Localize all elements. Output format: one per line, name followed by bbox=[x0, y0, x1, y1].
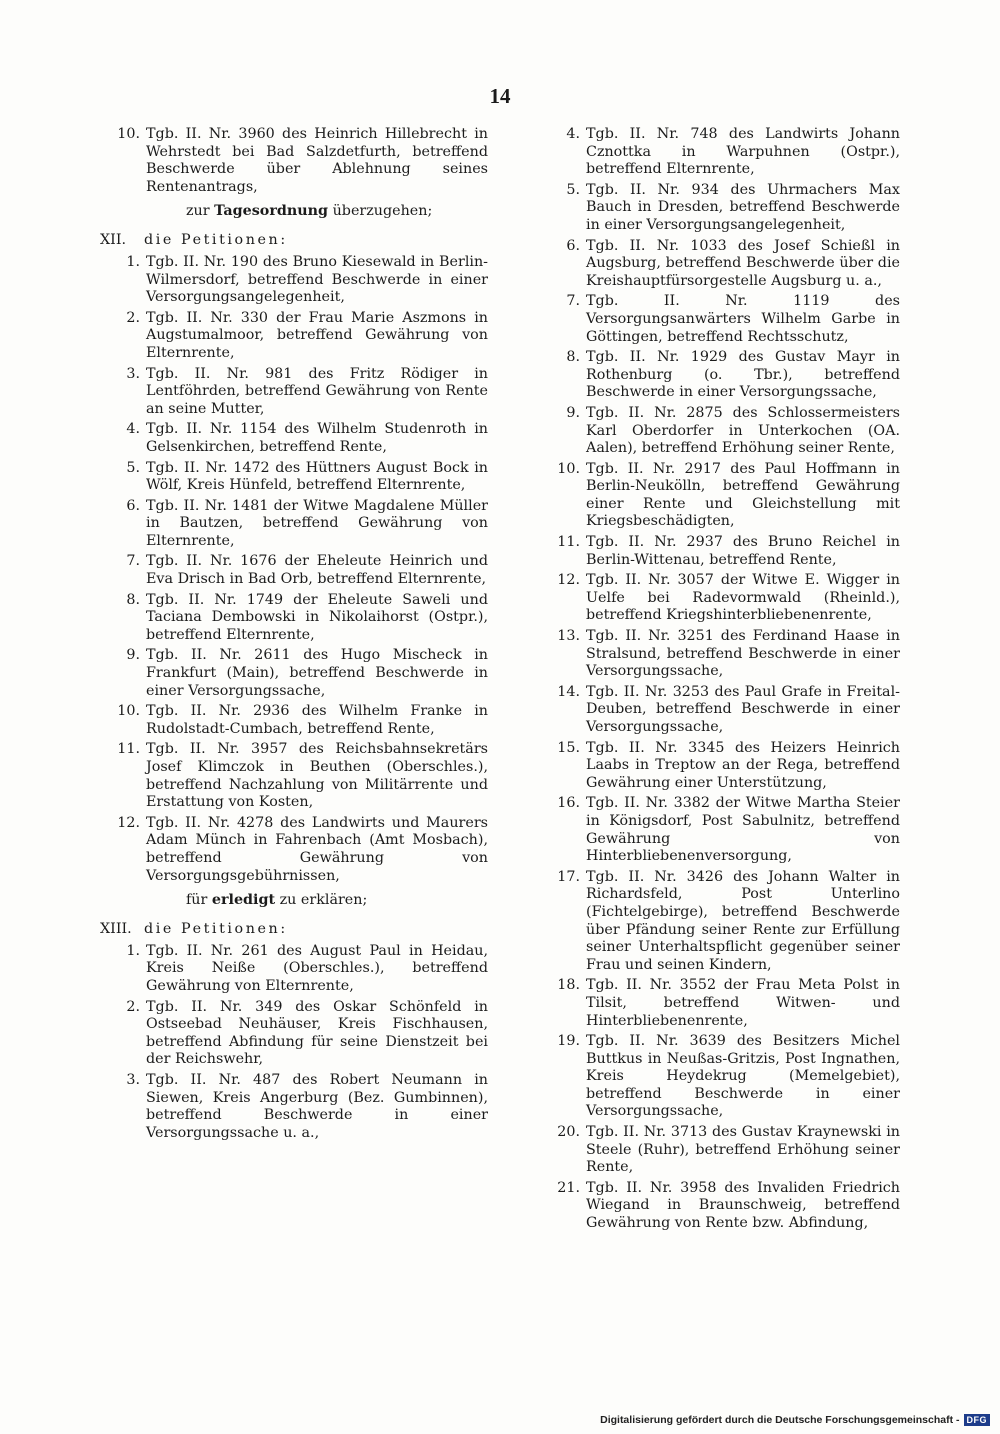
list-item bbox=[100, 553, 488, 588]
list-item bbox=[100, 126, 488, 196]
item-text: Tgb. II. Nr. 2936 des Wilhelm Franke in Rudolstadt-Cumbach, betreffend Rente, bbox=[146, 703, 488, 737]
page-number: 14 bbox=[489, 84, 511, 108]
item-number: 6. bbox=[126, 497, 140, 514]
list-item bbox=[540, 1180, 900, 1233]
item-text: Tgb. II. Nr. 2611 des Hugo Mischeck in Frankfurt (Main), betreffend Beschwerde in einer Versorgungssache, bbox=[146, 647, 488, 699]
list-item bbox=[100, 741, 488, 811]
list-item bbox=[100, 999, 488, 1069]
item-number: 5. bbox=[566, 181, 580, 198]
item-number: 11. bbox=[557, 534, 580, 551]
footer-text: Digitalisierung gefördert durch die Deutsche Forschungsgemeinschaft - bbox=[600, 1414, 960, 1426]
item-text: Tgb. II. Nr. 1472 des Hüttners August Bock in Wölf, Kreis Hünfeld, betreffend Elternrente, bbox=[146, 459, 488, 494]
list-item bbox=[540, 572, 900, 625]
item-text: Tgb. II. Nr. 1033 des Josef Schießl in Augsburg, betreffend Beschwerde über die Kreishauptfürsorgestelle Augsburg u. a., bbox=[586, 237, 900, 289]
item-number: 4. bbox=[126, 421, 140, 438]
section-roman: XII. bbox=[100, 232, 127, 249]
item-number: 9. bbox=[566, 404, 580, 421]
item-text: Tgb. II. Nr. 981 des Fritz Rödiger in Lentföhrden, betreffend Gewährung von Rente an seine Mutter, bbox=[146, 365, 488, 417]
list-item bbox=[540, 1033, 900, 1121]
right-column bbox=[540, 126, 900, 1236]
section-roman: XIII. bbox=[100, 921, 132, 938]
item-text: Tgb. II. Nr. 748 des Landwirts Johann Cznottka in Warpuhnen (Ostpr.), betreffend Elternrente, bbox=[586, 126, 900, 178]
list-item bbox=[100, 647, 488, 700]
item-text: Tgb. II. Nr. 3957 des Reichsbahnsekretärs Josef Klimczok in Beuthen (Oberschles.), betreffend Nachzahlung von Militärrente und Erstattung von Kosten, bbox=[146, 741, 488, 811]
item-number: 6. bbox=[566, 237, 580, 254]
left-column bbox=[100, 126, 488, 1145]
item-number: 10. bbox=[557, 460, 580, 477]
conclusion-erledigt bbox=[100, 891, 488, 909]
section-xii-list bbox=[100, 254, 488, 885]
item-text: Tgb. II. Nr. 3713 des Gustav Kraynewski in Steele (Ruhr), betreffend Erhöhung seiner Rente, bbox=[586, 1124, 900, 1176]
section-xii-heading bbox=[100, 232, 488, 250]
item-number: 19. bbox=[557, 1033, 580, 1050]
list-item bbox=[540, 1124, 900, 1177]
item-text: Tgb. II. Nr. 349 des Oskar Schönfeld in Ostseebad Neuhäuser, Kreis Fischhausen, betreffend Abfindung für seine Dienstzeit bei der Reichswehr, bbox=[146, 998, 488, 1068]
list-item bbox=[100, 815, 488, 885]
item-text: Tgb. II. Nr. 3639 des Besitzers Michel Buttkus in Neußas-Gritzis, Post Ingnathen, Kreis Heydekrug (Memelgebiet), betreffend Beschwerde in einer Versorgungssache, bbox=[586, 1033, 900, 1120]
dfg-logo: DFG bbox=[964, 1414, 991, 1426]
conclusion-pre: für bbox=[186, 892, 212, 909]
item-text: Tgb. II. Nr. 1749 der Eheleute Saweli und Taciana Dembowski in Nikolaihorst (Ostpr.), betreffend Elternrente, bbox=[146, 591, 488, 643]
item-text: Tgb. II. Nr. 3958 des Invaliden Friedrich Wiegand in Braunschweig, betreffend Gewährung von Rente bzw. Abfindung, bbox=[586, 1179, 900, 1232]
item-text: Tgb. II. Nr. 3552 der Frau Meta Polst in Tilsit, betreffend Witwen- und Hinterbliebenenrente, bbox=[586, 977, 900, 1029]
item-number: 15. bbox=[557, 739, 580, 756]
list-item bbox=[540, 977, 900, 1030]
list-item bbox=[540, 795, 900, 865]
item-text: Tgb. II. Nr. 1929 des Gustav Mayr in Rothenburg (o. Tbr.), betreffend Beschwerde in einer Versorgungssache, bbox=[586, 349, 900, 401]
item-text: Tgb. II. Nr. 3960 des Heinrich Hillebrecht in Wehrstedt bei Bad Salzdetfurth, betreffend Beschwerde über Ablehnung seines Rentenantrags, bbox=[146, 126, 488, 195]
item-text: Tgb. II. Nr. 4278 des Landwirts und Maurers Adam Münch in Fahrenbach (Amt Mosbach), betreffend Gewährung von Versorgungsgebührnissen, bbox=[146, 814, 488, 884]
list-item bbox=[100, 421, 488, 456]
item-number: 2. bbox=[126, 998, 140, 1015]
list-item bbox=[540, 869, 900, 975]
item-number: 5. bbox=[126, 459, 140, 476]
item-text: Tgb. II. Nr. 3253 des Paul Grafe in Freital-Deuben, betreffend Beschwerde in einer Versorgungssache, bbox=[586, 683, 900, 735]
section-xiii-list bbox=[100, 943, 488, 1143]
item-number: 14. bbox=[557, 683, 580, 700]
list-item bbox=[100, 943, 488, 996]
item-text: Tgb. II. Nr. 330 der Frau Marie Aszmons in Augstumalmoor, betreffend Gewährung von Elternrente, bbox=[146, 309, 488, 361]
list-item bbox=[540, 628, 900, 681]
item-number: 7. bbox=[126, 553, 140, 570]
item-text: Tgb. II. Nr. 3251 des Ferdinand Haase in Stralsund, betreffend Beschwerde in einer Versorgungssache, bbox=[586, 628, 900, 680]
conclusion-bold: erledigt bbox=[211, 892, 276, 909]
item-number: 10. bbox=[117, 126, 140, 142]
item-number: 3. bbox=[126, 365, 140, 382]
item-text: Tgb. II. Nr. 190 des Bruno Kiesewald in Berlin-Wilmersdorf, betreffend Beschwerde in einer Versorgungsangelegenheit, bbox=[146, 253, 488, 306]
list-item bbox=[100, 366, 488, 419]
item-number: 20. bbox=[557, 1124, 580, 1141]
item-text: Tgb. II. Nr. 1119 des Versorgungsanwärters Wilhelm Garbe in Göttingen, betreffend Rechtsschutz, bbox=[586, 293, 900, 345]
conclusion-post: überzugehen; bbox=[328, 203, 433, 220]
conclusion-post: zu erklären; bbox=[275, 892, 368, 909]
list-item bbox=[100, 310, 488, 363]
item-number: 8. bbox=[566, 349, 580, 366]
list-item bbox=[100, 1072, 488, 1142]
item-text: Tgb. II. Nr. 2917 des Paul Hoffmann in Berlin-Neukölln, betreffend Gewährung einer Rente und Gleichstellung mit Kriegsbeschädigten, bbox=[586, 460, 900, 530]
item-number: 10. bbox=[117, 703, 140, 720]
list-item bbox=[540, 349, 900, 402]
item-number: 7. bbox=[566, 293, 580, 310]
item-number: 16. bbox=[557, 795, 580, 812]
item-text: Tgb. II. Nr. 934 des Uhrmachers Max Bauch in Dresden, betreffend Beschwerde in einer Versorgungsangelegenheit, bbox=[586, 181, 900, 233]
list-item bbox=[540, 684, 900, 737]
item-text: Tgb. II. Nr. 3426 des Johann Walter in Richardsfeld, Post Unterlino (Fichtelgebirge), betreffend Beschwerde über Pfändung seiner Rente zur Erfüllung seiner Unterhaltspflicht gegenüber seiner Frau und seinen Kindern, bbox=[586, 868, 900, 973]
list-item bbox=[540, 740, 900, 793]
item-text: Tgb. II. Nr. 487 des Robert Neumann in Siewen, Kreis Angerburg (Bez. Gumbinnen), betreffend Beschwerde in einer Versorgungssache u. a., bbox=[146, 1071, 488, 1141]
section-xiii-heading bbox=[100, 921, 488, 939]
item-number: 17. bbox=[557, 868, 580, 885]
section-heading-text: die Petitionen: bbox=[144, 232, 288, 249]
item-number: 2. bbox=[126, 309, 140, 326]
list-item bbox=[540, 405, 900, 458]
item-number: 21. bbox=[557, 1179, 580, 1196]
item-text: Tgb. II. Nr. 3382 der Witwe Martha Steier in Königsdorf, Post Sabulnitz, betreffend Gewährung von Hinterbliebenenversorgung, bbox=[586, 795, 900, 865]
list-item bbox=[100, 592, 488, 645]
item-text: Tgb. II. Nr. 2937 des Bruno Reichel in Berlin-Wittenau, betreffend Rente, bbox=[586, 534, 900, 568]
item-number: 1. bbox=[126, 942, 140, 959]
list-item bbox=[540, 182, 900, 235]
item-number: 18. bbox=[557, 977, 580, 994]
list-item bbox=[100, 703, 488, 738]
item-text: Tgb. II. Nr. 1481 der Witwe Magdalene Müller in Bautzen, betreffend Gewährung von Elternrente, bbox=[146, 497, 488, 549]
item-number: 1. bbox=[126, 253, 140, 270]
list-item bbox=[100, 460, 488, 495]
list-item bbox=[540, 461, 900, 531]
right-list bbox=[540, 126, 900, 1233]
item-text: Tgb. II. Nr. 3057 der Witwe E. Wigger in Uelfe bei Radevormwald (Rheinld.), betreffend Kriegshinterbliebenenrente, bbox=[586, 572, 900, 624]
conclusion-pre: zur bbox=[186, 203, 215, 220]
list-item bbox=[540, 293, 900, 346]
item-text: Tgb. II. Nr. 261 des August Paul in Heidau, Kreis Neiße (Oberschles.), betreffend Gewährung von Elternrente, bbox=[146, 942, 488, 994]
section-heading-text: die Petitionen: bbox=[144, 921, 288, 938]
item-number: 3. bbox=[126, 1071, 140, 1088]
item-text: Tgb. II. Nr. 3345 des Heizers Heinrich Laabs in Treptow an der Rega, betreffend Gewährung einer Unterstützung, bbox=[586, 739, 900, 791]
conclusion-tagesordnung bbox=[100, 202, 488, 220]
conclusion-bold: Tagesordnung bbox=[214, 203, 329, 220]
footer bbox=[600, 1414, 990, 1426]
list-item bbox=[540, 126, 900, 179]
item-number: 13. bbox=[557, 628, 580, 645]
list-item bbox=[100, 498, 488, 551]
item-number: 12. bbox=[117, 814, 140, 831]
item-number: 11. bbox=[117, 741, 140, 758]
list-item bbox=[100, 254, 488, 307]
item-number: 4. bbox=[566, 126, 580, 142]
list-item bbox=[540, 534, 900, 569]
item-number: 8. bbox=[126, 591, 140, 608]
item-number: 9. bbox=[126, 647, 140, 664]
list-item bbox=[540, 238, 900, 291]
item-number: 12. bbox=[557, 572, 580, 589]
item-text: Tgb. II. Nr. 2875 des Schlossermeisters Karl Oberdorfer in Unterkochen (OA. Aalen), betreffend Erhöhung seiner Rente, bbox=[586, 404, 900, 457]
item-text: Tgb. II. Nr. 1154 des Wilhelm Studenroth in Gelsenkirchen, betreffend Rente, bbox=[146, 421, 488, 455]
item-text: Tgb. II. Nr. 1676 der Eheleute Heinrich und Eva Drisch in Bad Orb, betreffend Elternrente, bbox=[146, 553, 488, 588]
